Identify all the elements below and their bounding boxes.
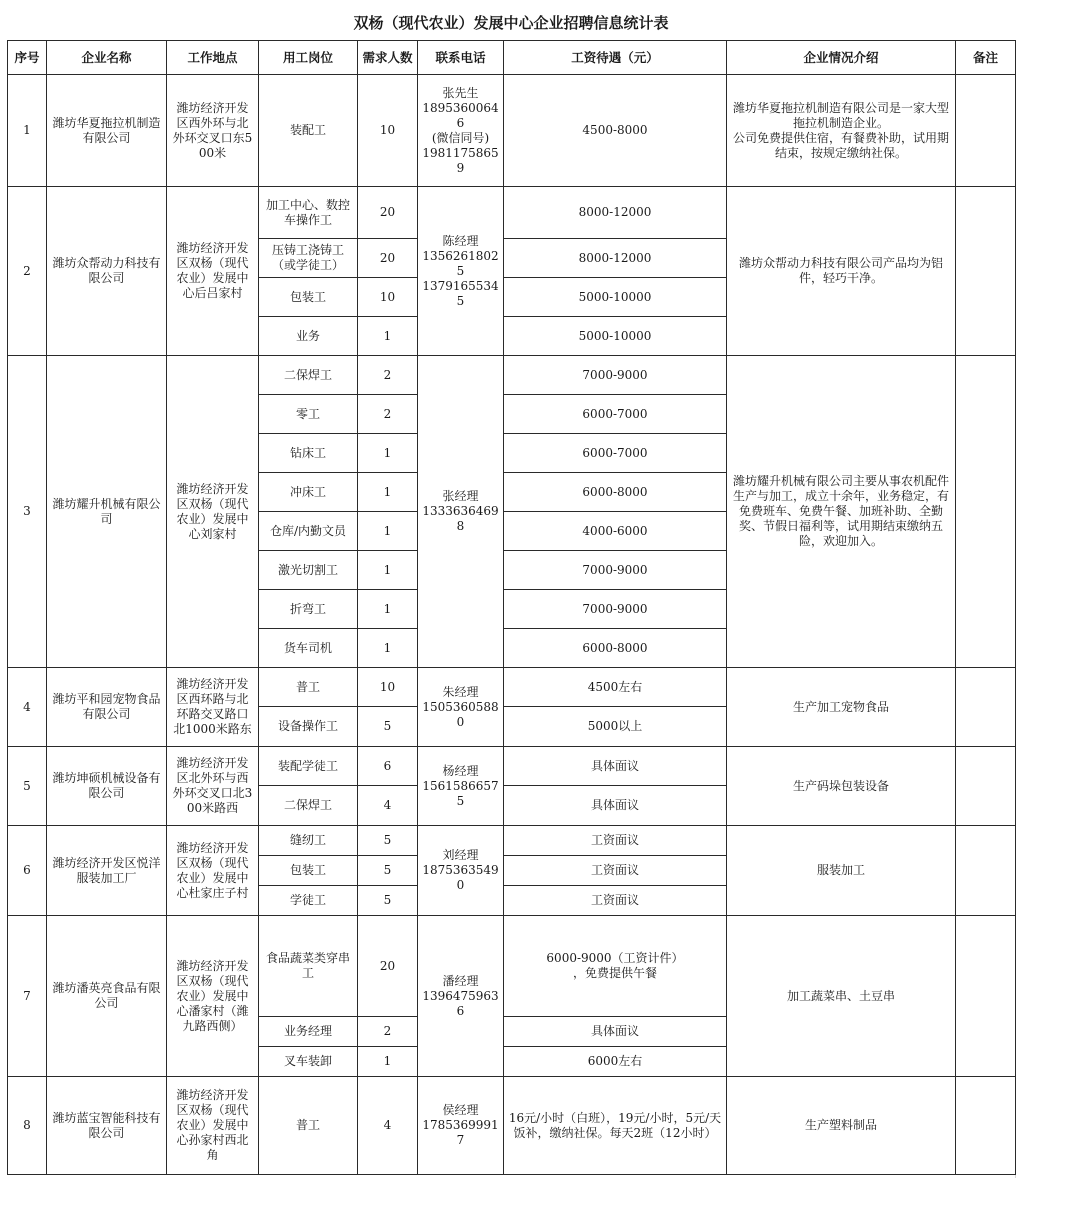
table-row <box>8 75 1016 187</box>
company-intro: 生产码垛包装设备 <box>727 747 956 826</box>
job-count: 1 <box>358 317 418 356</box>
remark <box>956 356 1016 668</box>
job-post: 业务 <box>259 317 358 356</box>
salary: 6000-7000 <box>504 395 727 434</box>
job-count: 10 <box>358 668 418 707</box>
job-count: 2 <box>358 1017 418 1047</box>
work-location: 潍坊经济开发区北外环与西外环交叉口北300米路西 <box>167 747 259 826</box>
job-post: 装配工 <box>259 75 358 187</box>
company-name: 潍坊平和园宠物食品有限公司 <box>47 668 167 747</box>
job-count: 1 <box>358 512 418 551</box>
work-location: 潍坊经济开发区西环路与北环路交叉路口北1000米路东 <box>167 668 259 747</box>
job-count: 20 <box>358 916 418 1017</box>
remark <box>956 916 1016 1077</box>
salary: 具体面议 <box>504 1017 727 1047</box>
table-row <box>8 747 1016 786</box>
job-count: 5 <box>358 886 418 916</box>
page-title: 双杨（现代农业）发展中心企业招聘信息统计表 <box>353 14 669 32</box>
salary: 5000-10000 <box>504 278 727 317</box>
job-count: 1 <box>358 629 418 668</box>
row-number: 8 <box>8 1077 47 1175</box>
table-row <box>8 187 1016 239</box>
remark <box>956 747 1016 826</box>
company-intro: 潍坊众帮动力科技有限公司产品均为铝件，轻巧干净。 <box>727 187 956 356</box>
work-location: 潍坊经济开发区双杨（现代农业）发展中心后吕家村 <box>167 187 259 356</box>
job-count: 20 <box>358 239 418 278</box>
job-count: 5 <box>358 856 418 886</box>
table-row <box>8 916 1016 1017</box>
contact-phone: 陈经理 13562618025 13791655345 <box>418 187 504 356</box>
job-count: 1 <box>358 434 418 473</box>
remark <box>956 187 1016 356</box>
job-post: 叉车装卸 <box>259 1047 358 1077</box>
salary: 具体面议 <box>504 786 727 826</box>
company-intro: 服装加工 <box>727 826 956 916</box>
salary: 16元/小时（白班），19元/小时，5元/天饭补，缴纳社保。每天2班（12小时） <box>504 1077 727 1175</box>
header-remark: 备注 <box>956 41 1016 75</box>
job-post: 二保焊工 <box>259 356 358 395</box>
job-count: 1 <box>358 551 418 590</box>
row-number: 5 <box>8 747 47 826</box>
salary: 具体面议 <box>504 747 727 786</box>
contact-phone: 张经理 13336364698 <box>418 356 504 668</box>
header-contact: 联系电话 <box>418 41 504 75</box>
salary: 工资面议 <box>504 826 727 856</box>
row-number: 3 <box>8 356 47 668</box>
remark <box>956 1077 1016 1175</box>
job-post: 包装工 <box>259 856 358 886</box>
job-post: 二保焊工 <box>259 786 358 826</box>
job-post: 激光切割工 <box>259 551 358 590</box>
job-count: 1 <box>358 1047 418 1077</box>
row-number: 2 <box>8 187 47 356</box>
job-post: 货车司机 <box>259 629 358 668</box>
salary: 6000-9000（工资计件） ，免费提供午餐 <box>504 916 727 1017</box>
contact-phone: 潘经理 13964759636 <box>418 916 504 1077</box>
job-post: 钻床工 <box>259 434 358 473</box>
salary: 8000-12000 <box>504 239 727 278</box>
job-count: 10 <box>358 278 418 317</box>
header-salary: 工资待遇（元） <box>504 41 727 75</box>
row-number: 7 <box>8 916 47 1077</box>
salary: 4500-8000 <box>504 75 727 187</box>
remark <box>956 75 1016 187</box>
header-no: 序号 <box>8 41 47 75</box>
salary: 4000-6000 <box>504 512 727 551</box>
job-count: 2 <box>358 356 418 395</box>
remark <box>956 826 1016 916</box>
job-post: 普工 <box>259 668 358 707</box>
job-post: 压铸工浇铸工（或学徒工） <box>259 239 358 278</box>
job-count: 6 <box>358 747 418 786</box>
salary: 7000-9000 <box>504 356 727 395</box>
salary: 5000以上 <box>504 707 727 747</box>
job-post: 零工 <box>259 395 358 434</box>
salary: 7000-9000 <box>504 590 727 629</box>
contact-phone: 杨经理 15615866575 <box>418 747 504 826</box>
company-name: 潍坊经济开发区悦洋服装加工厂 <box>47 826 167 916</box>
table-row <box>8 356 1016 395</box>
table-body <box>8 75 1016 1175</box>
job-post: 仓库/内勤文员 <box>259 512 358 551</box>
salary: 8000-12000 <box>504 187 727 239</box>
company-name: 潍坊众帮动力科技有限公司 <box>47 187 167 356</box>
table-row <box>8 1077 1016 1175</box>
job-count: 2 <box>358 395 418 434</box>
row-number: 1 <box>8 75 47 187</box>
job-post: 折弯工 <box>259 590 358 629</box>
job-post: 普工 <box>259 1077 358 1175</box>
job-count: 4 <box>358 1077 418 1175</box>
company-intro: 潍坊耀升机械有限公司主要从事农机配件生产与加工，成立十余年，业务稳定，有免费班车、免费午餐、加班补助、全勤奖、节假日福利等，试用期结束缴纳五险，欢迎加入。 <box>727 356 956 668</box>
job-post: 冲床工 <box>259 473 358 512</box>
row-number: 4 <box>8 668 47 747</box>
work-location: 潍坊经济开发区双杨（现代农业）发展中心孙家村西北角 <box>167 1077 259 1175</box>
salary: 6000-7000 <box>504 434 727 473</box>
header-location: 工作地点 <box>167 41 259 75</box>
company-intro: 生产加工宠物食品 <box>727 668 956 747</box>
empty-column <box>1015 40 1080 1178</box>
work-location: 潍坊经济开发区双杨（现代农业）发展中心刘家村 <box>167 356 259 668</box>
job-count: 10 <box>358 75 418 187</box>
job-count: 1 <box>358 473 418 512</box>
salary: 6000左右 <box>504 1047 727 1077</box>
job-post: 设备操作工 <box>259 707 358 747</box>
job-post: 业务经理 <box>259 1017 358 1047</box>
row-number: 6 <box>8 826 47 916</box>
salary: 5000-10000 <box>504 317 727 356</box>
company-name: 潍坊耀升机械有限公司 <box>47 356 167 668</box>
salary: 4500左右 <box>504 668 727 707</box>
salary: 7000-9000 <box>504 551 727 590</box>
company-intro: 潍坊华夏拖拉机制造有限公司是一家大型拖拉机制造企业。 公司免费提供住宿，有餐费补助，试用期结束，按规定缴纳社保。 <box>727 75 956 187</box>
salary: 6000-8000 <box>504 473 727 512</box>
contact-phone: 刘经理 18753635490 <box>418 826 504 916</box>
remark <box>956 668 1016 747</box>
contact-phone: 张先生 18953600646 (微信同号) 19811758659 <box>418 75 504 187</box>
job-post: 缝纫工 <box>259 826 358 856</box>
job-count: 5 <box>358 707 418 747</box>
job-post: 食品蔬菜类穿串工 <box>259 916 358 1017</box>
recruitment-table <box>7 40 1016 1175</box>
company-intro: 生产塑料制品 <box>727 1077 956 1175</box>
table-row <box>8 668 1016 707</box>
company-name: 潍坊蓝宝智能科技有限公司 <box>47 1077 167 1175</box>
job-post: 包装工 <box>259 278 358 317</box>
job-count: 4 <box>358 786 418 826</box>
header-intro: 企业情况介绍 <box>727 41 956 75</box>
job-post: 学徒工 <box>259 886 358 916</box>
header-post: 用工岗位 <box>259 41 358 75</box>
salary: 工资面议 <box>504 856 727 886</box>
job-count: 1 <box>358 590 418 629</box>
salary: 工资面议 <box>504 886 727 916</box>
work-location: 潍坊经济开发区西外环与北外环交叉口东500米 <box>167 75 259 187</box>
company-intro: 加工蔬菜串、土豆串 <box>727 916 956 1077</box>
work-location: 潍坊经济开发区双杨（现代农业）发展中心潘家村（潍九路西侧） <box>167 916 259 1077</box>
header-count: 需求人数 <box>358 41 418 75</box>
header-row <box>8 41 1016 75</box>
company-name: 潍坊华夏拖拉机制造有限公司 <box>47 75 167 187</box>
header-company: 企业名称 <box>47 41 167 75</box>
contact-phone: 朱经理 15053605880 <box>418 668 504 747</box>
job-count: 5 <box>358 826 418 856</box>
contact-phone: 侯经理 17853699917 <box>418 1077 504 1175</box>
company-name: 潍坊潘英亮食品有限公司 <box>47 916 167 1077</box>
company-name: 潍坊坤硕机械设备有限公司 <box>47 747 167 826</box>
job-count: 20 <box>358 187 418 239</box>
job-post: 装配学徒工 <box>259 747 358 786</box>
salary: 6000-8000 <box>504 629 727 668</box>
table-row <box>8 826 1016 856</box>
work-location: 潍坊经济开发区双杨（现代农业）发展中心杜家庄子村 <box>167 826 259 916</box>
job-post: 加工中心、数控车操作工 <box>259 187 358 239</box>
